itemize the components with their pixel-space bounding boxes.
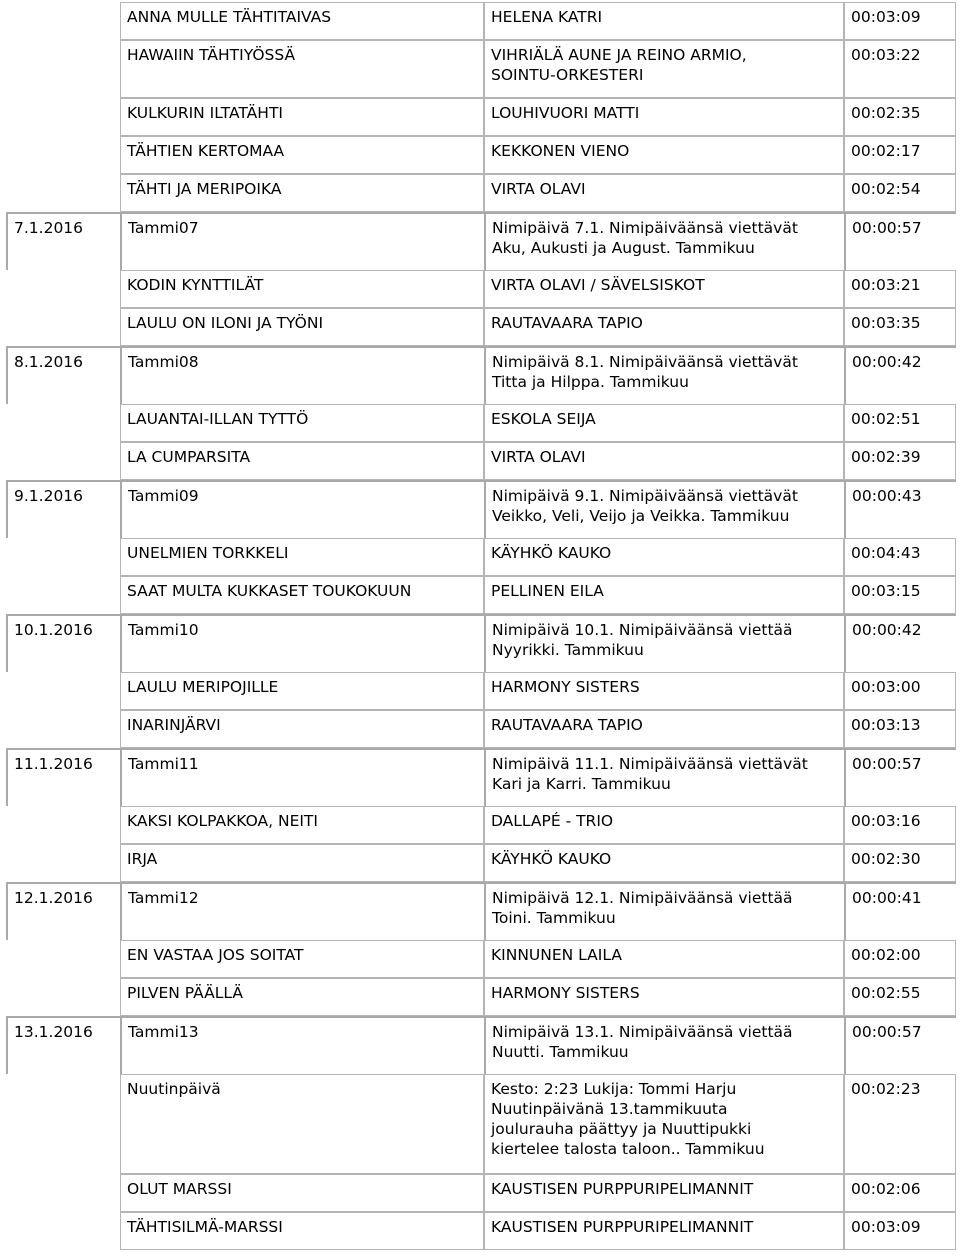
cell-line: Kesto: 2:23 Lukija: Tommi Harju: [491, 1080, 737, 1098]
duration-cell: 00:02:54: [844, 174, 956, 212]
artist-cell: [484, 98, 844, 136]
song-title-cell: IRJA: [120, 844, 484, 882]
duration-cell: 00:00:57: [844, 212, 956, 270]
cell-line: Nuutti. Tammikuu: [492, 1043, 629, 1061]
duration-cell: 00:02:35: [844, 98, 956, 136]
program-description-cell: [484, 748, 844, 806]
song-title-cell: Nuutinpäivä: [120, 1074, 484, 1174]
song-title-cell: KODIN KYNTTILÄT: [120, 270, 484, 308]
duration-cell: 00:02:06: [844, 1174, 956, 1212]
cell-line: Nimipäivä 8.1. Nimipäiväänsä viettävät: [492, 353, 798, 371]
cell-line: DALLAPÉ - TRIO: [491, 812, 614, 830]
duration-cell: 00:03:13: [844, 710, 956, 748]
cell-line: Toini. Tammikuu: [492, 909, 616, 927]
artist-cell: [484, 1212, 844, 1250]
duration-cell: 00:00:43: [844, 480, 956, 538]
program-title-cell: Tammi11: [120, 748, 484, 806]
song-title-cell: INARINJÄRVI: [120, 710, 484, 748]
duration-cell: 00:04:43: [844, 538, 956, 576]
cell-line: VIRTA OLAVI: [491, 180, 586, 198]
cell-line: kiertelee talosta taloon.. Tammikuu: [491, 1140, 765, 1158]
song-title-cell: TÄHTISILMÄ-MARSSI: [120, 1212, 484, 1250]
song-title-cell: KAKSI KOLPAKKOA, NEITI: [120, 806, 484, 844]
cell-line: KAUSTISEN PURPPURIPELIMANNIT: [491, 1180, 754, 1198]
artist-cell: [484, 308, 844, 346]
duration-cell: 00:03:00: [844, 672, 956, 710]
song-title-cell: LA CUMPARSITA: [120, 442, 484, 480]
song-title-cell: LAUANTAI-ILLAN TYTTÖ: [120, 404, 484, 442]
song-title-cell: OLUT MARSSI: [120, 1174, 484, 1212]
date-cell: 13.1.2016: [6, 1016, 120, 1074]
duration-cell: 00:00:42: [844, 614, 956, 672]
song-title-cell: EN VASTAA JOS SOITAT: [120, 940, 484, 978]
artist-cell: [484, 844, 844, 882]
duration-cell: 00:00:57: [844, 1016, 956, 1074]
date-cell: 12.1.2016: [6, 882, 120, 940]
cell-line: KINNUNEN LAILA: [491, 946, 622, 964]
program-title-cell: Tammi07: [120, 212, 484, 270]
cell-line: ESKOLA SEIJA: [491, 410, 596, 428]
date-cell: 11.1.2016: [6, 748, 120, 806]
duration-cell: 00:02:23: [844, 1074, 956, 1174]
cell-line: Nimipäivä 13.1. Nimipäiväänsä viettää: [492, 1023, 793, 1041]
cell-line: Nimipäivä 7.1. Nimipäiväänsä viettävät: [492, 219, 798, 237]
cell-line: SOINTU-ORKESTERI: [491, 66, 644, 84]
cell-line: Nuutinpäivänä 13.tammikuuta: [491, 1100, 728, 1118]
cell-line: KÄYHKÖ KAUKO: [491, 544, 612, 562]
artist-cell: [484, 672, 844, 710]
cell-line: RAUTAVAARA TAPIO: [491, 716, 643, 734]
cell-line: Nimipäivä 9.1. Nimipäiväänsä viettävät: [492, 487, 798, 505]
duration-cell: 00:03:09: [844, 2, 956, 40]
duration-cell: 00:02:51: [844, 404, 956, 442]
cell-line: VIRTA OLAVI: [491, 448, 586, 466]
song-title-cell: LAULU MERIPOJILLE: [120, 672, 484, 710]
artist-cell: [484, 538, 844, 576]
song-title-cell: UNELMIEN TORKKELI: [120, 538, 484, 576]
date-cell: 7.1.2016: [6, 212, 120, 270]
program-description-cell: [484, 614, 844, 672]
cell-line: KEKKONEN VIENO: [491, 142, 630, 160]
artist-cell: [484, 270, 844, 308]
program-description-cell: [484, 1016, 844, 1074]
duration-cell: 00:02:39: [844, 442, 956, 480]
program-description-cell: [484, 480, 844, 538]
duration-cell: 00:00:41: [844, 882, 956, 940]
cell-line: Titta ja Hilppa. Tammikuu: [492, 373, 689, 391]
program-title-cell: Tammi10: [120, 614, 484, 672]
artist-cell: [484, 404, 844, 442]
song-title-cell: TÄHTIEN KERTOMAA: [120, 136, 484, 174]
song-title-cell: LAULU ON ILONI JA TYÖNI: [120, 308, 484, 346]
artist-cell: [484, 978, 844, 1016]
program-description-cell: [484, 212, 844, 270]
duration-cell: 00:03:09: [844, 1212, 956, 1250]
song-title-cell: HAWAIIN TÄHTIYÖSSÄ: [120, 40, 484, 98]
song-title-cell: PILVEN PÄÄLLÄ: [120, 978, 484, 1016]
artist-cell: [484, 1074, 844, 1174]
artist-cell: [484, 174, 844, 212]
program-title-cell: Tammi08: [120, 346, 484, 404]
artist-cell: [484, 442, 844, 480]
date-cell: 10.1.2016: [6, 614, 120, 672]
cell-line: VIHRIÄLÄ AUNE JA REINO ARMIO,: [491, 46, 747, 64]
program-title-cell: Tammi12: [120, 882, 484, 940]
duration-cell: 00:03:22: [844, 40, 956, 98]
duration-cell: 00:00:57: [844, 748, 956, 806]
cell-line: Nimipäivä 12.1. Nimipäiväänsä viettää: [492, 889, 793, 907]
artist-cell: [484, 40, 844, 98]
cell-line: HARMONY SISTERS: [491, 678, 640, 696]
duration-cell: 00:03:21: [844, 270, 956, 308]
cell-line: HARMONY SISTERS: [491, 984, 640, 1002]
artist-cell: [484, 1174, 844, 1212]
cell-line: Veikko, Veli, Veijo ja Veikka. Tammikuu: [492, 507, 790, 525]
cell-line: LOUHIVUORI MATTI: [491, 104, 640, 122]
song-title-cell: TÄHTI JA MERIPOIKA: [120, 174, 484, 212]
artist-cell: [484, 806, 844, 844]
duration-cell: 00:00:42: [844, 346, 956, 404]
artist-cell: [484, 576, 844, 614]
cell-line: Nimipäivä 10.1. Nimipäiväänsä viettää: [492, 621, 793, 639]
artist-cell: [484, 136, 844, 174]
duration-cell: 00:03:15: [844, 576, 956, 614]
duration-cell: 00:02:17: [844, 136, 956, 174]
duration-cell: 00:03:16: [844, 806, 956, 844]
date-cell: 9.1.2016: [6, 480, 120, 538]
cell-line: PELLINEN EILA: [491, 582, 604, 600]
song-title-cell: ANNA MULLE TÄHTITAIVAS: [120, 2, 484, 40]
cell-line: KÄYHKÖ KAUKO: [491, 850, 612, 868]
artist-cell: [484, 940, 844, 978]
song-title-cell: SAAT MULTA KUKKASET TOUKOKUUN: [120, 576, 484, 614]
cell-line: Nimipäivä 11.1. Nimipäiväänsä viettävät: [492, 755, 808, 773]
duration-cell: 00:02:00: [844, 940, 956, 978]
program-title-cell: Tammi13: [120, 1016, 484, 1074]
date-cell: 8.1.2016: [6, 346, 120, 404]
cell-line: KAUSTISEN PURPPURIPELIMANNIT: [491, 1218, 754, 1236]
artist-cell: [484, 710, 844, 748]
program-description-cell: [484, 882, 844, 940]
cell-line: HELENA KATRI: [491, 8, 603, 26]
program-description-cell: [484, 346, 844, 404]
song-title-cell: KULKURIN ILTATÄHTI: [120, 98, 484, 136]
cell-line: Kari ja Karri. Tammikuu: [492, 775, 671, 793]
duration-cell: 00:03:35: [844, 308, 956, 346]
duration-cell: 00:02:55: [844, 978, 956, 1016]
program-title-cell: Tammi09: [120, 480, 484, 538]
artist-cell: [484, 2, 844, 40]
cell-line: VIRTA OLAVI / SÄVELSISKOT: [491, 276, 705, 294]
duration-cell: 00:02:30: [844, 844, 956, 882]
cell-line: joulurauha päättyy ja Nuuttipukki: [491, 1120, 752, 1138]
cell-line: Nyyrikki. Tammikuu: [492, 641, 644, 659]
cell-line: RAUTAVAARA TAPIO: [491, 314, 643, 332]
cell-line: Aku, Aukusti ja August. Tammikuu: [492, 239, 755, 257]
